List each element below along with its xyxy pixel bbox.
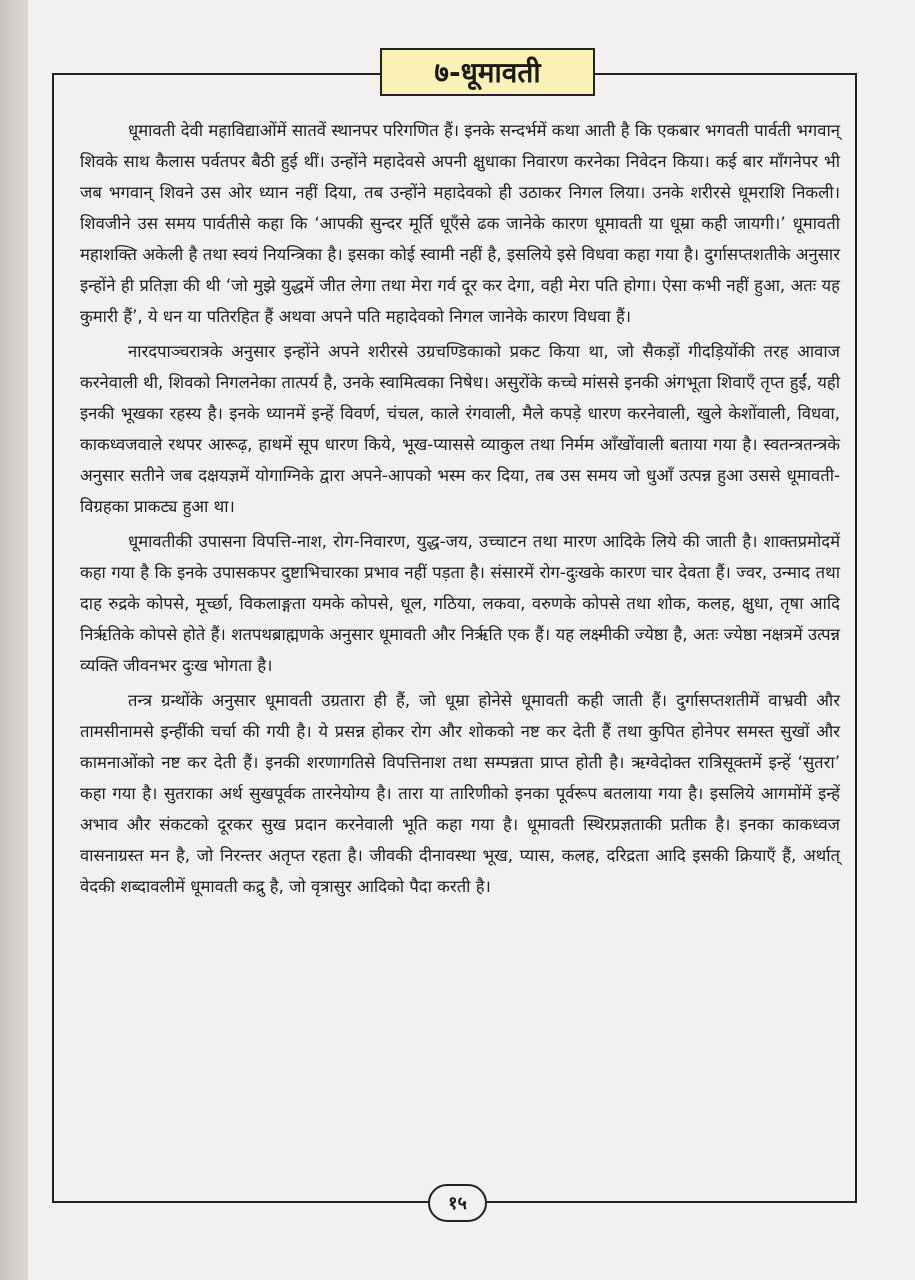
page-number: १५ (428, 1184, 487, 1222)
paragraph-1: धूमावती देवी महाविद्याओंमें सातवें स्थानपर परिगणित हैं। इनके सन्दर्भमें कथा आती है कि एकबार भगवती पार्वती भगवान् शिवके साथ कैलास पर्वतपर बैठी हुई थीं। उन्होंने महादेवसे अपनी क्षुधाका निवारण करनेका निवेदन किया। कई बार माँगनेपर भी जब भगवान् शिवने उस ओर ध्यान नहीं दिया, तब उन्होंने महादेवको ही उठाकर निगल लिया। उनके शरीरसे धूमराशि निकली। शिवजीने उस समय पार्वतीसे कहा कि ‘आपकी सुन्दर मूर्ति धूएँसे ढक जानेके कारण धूमावती या धूम्रा कही जायगी।’ धूमावती महाशक्ति अकेली है तथा स्वयं नियन्त्रिका है। इसका कोई स्वामी नहीं है, इसलिये इसे विधवा कहा गया है। दुर्गासप्तशतीके अनुसार इन्होंने ही प्रतिज्ञा की थी ‘जो मुझे युद्धमें जीत लेगा तथा मेरा गर्व दूर कर देगा, वही मेरा पति होगा। ऐसा कभी नहीं हुआ, अतः यह कुमारी हैं’, ये धन या पतिरहित हैं अथवा अपने पति महादेवको निगल जानेके कारण विधवा हैं। (80, 121, 840, 326)
paragraph-3: धूमावतीकी उपासना विपत्ति-नाश, रोग-निवारण, युद्ध-जय, उच्चाटन तथा मारण आदिके लिये की जाती है। शाक्तप्रमोदमें कहा गया है कि इनके उपासकपर दुष्टाभिचारका प्रभाव नहीं पड़ता है। संसारमें रोग-दुःखके कारण चार देवता हैं। ज्वर, उन्माद तथा दाह रुद्रके कोपसे, मूर्च्छा, विकलाङ्गता यमके कोपसे, धूल, गठिया, लकवा, वरुणके कोपसे तथा शोक, कलह, क्षुधा, तृषा आदि निर्ऋतिके कोपसे होते हैं। शतपथब्राह्मणके अनुसार धूमावती और निर्ऋति एक हैं। यह लक्ष्मीकी ज्येष्ठा है, अतः ज्येष्ठा नक्षत्रमें उत्पन्न व्यक्ति जीवनभर दुःख भोगता है। (80, 532, 840, 675)
footer (0, 1184, 915, 1222)
chapter-title: ७-धूमावती (434, 56, 541, 89)
body-text (80, 115, 840, 906)
chapter-title-box (380, 48, 595, 96)
paragraph-2: नारदपाञ्चरात्रके अनुसार इन्होंने अपने शरीरसे उग्रचण्डिकाको प्रकट किया था, जो सैकड़ों गीदड़ियोंकी तरह आवाज करनेवाली थी, शिवको निगलनेका तात्पर्य है, उनके स्वामित्वका निषेध। असुरोंके कच्चे मांससे इनकी अंगभूता शिवाएँ तृप्त हुईं, यही इनकी भूखका रहस्य है। इनके ध्यानमें इन्हें विवर्ण, चंचल, काले रंगवाली, मैले कपड़े धारण करनेवाली, खुले केशोंवाली, विधवा, काकध्वजवाले रथपर आरूढ़, हाथमें सूप धारण किये, भूख-प्याससे व्याकुल तथा निर्मम आँखोंवाली बताया गया है। स्वतन्त्रतन्त्रके अनुसार सतीने जब दक्षयज्ञमें योगाग्निके द्वारा अपने-आपको भस्म कर दिया, तब उस समय जो धुआँ उत्पन्न हुआ उससे धूमावती-विग्रहका प्राकट्य हुआ था। (80, 342, 841, 516)
paragraph-4: तन्त्र ग्रन्थोंके अनुसार धूमावती उग्रतारा ही हैं, जो धूम्रा होनेसे धूमावती कही जाती हैं। दुर्गासप्तशतीमें वाभ्रवी और तामसीनामसे इन्हींकी चर्चा की गयी है। ये प्रसन्न होकर रोग और शोकको नष्ट कर देती हैं तथा कुपित होनेपर समस्त सुखों और कामनाओंको नष्ट कर देती हैं। इनकी शरणागतिसे विपत्तिनाश तथा सम्पन्नता प्राप्त होती है। ऋग्वेदोक्त रात्रिसूक्तमें इन्हें ‘सुतरा’ कहा गया है। सुतराका अर्थ सुखपूर्वक तारनेयोग्य है। तारा या तारिणीको इनका पूर्वरूप बतलाया गया है। इसलिये आगमोंमें इन्हें अभाव और संकटको दूरकर सुख प्रदान करनेवाली भूति कहा गया है। धूमावती स्थिरप्रज्ञताकी प्रतीक है। इनका काकध्वज वासनाग्रस्त मन है, जो निरन्तर अतृप्त रहता है। जीवकी दीनावस्था भूख, प्यास, कलह, दरिद्रता आदि इसकी क्रियाएँ हैं, अर्थात् वेदकी शब्दावलीमें धूमावती कद्रु है, जो वृत्रासुर आदिको पैदा करती है। (80, 691, 840, 896)
